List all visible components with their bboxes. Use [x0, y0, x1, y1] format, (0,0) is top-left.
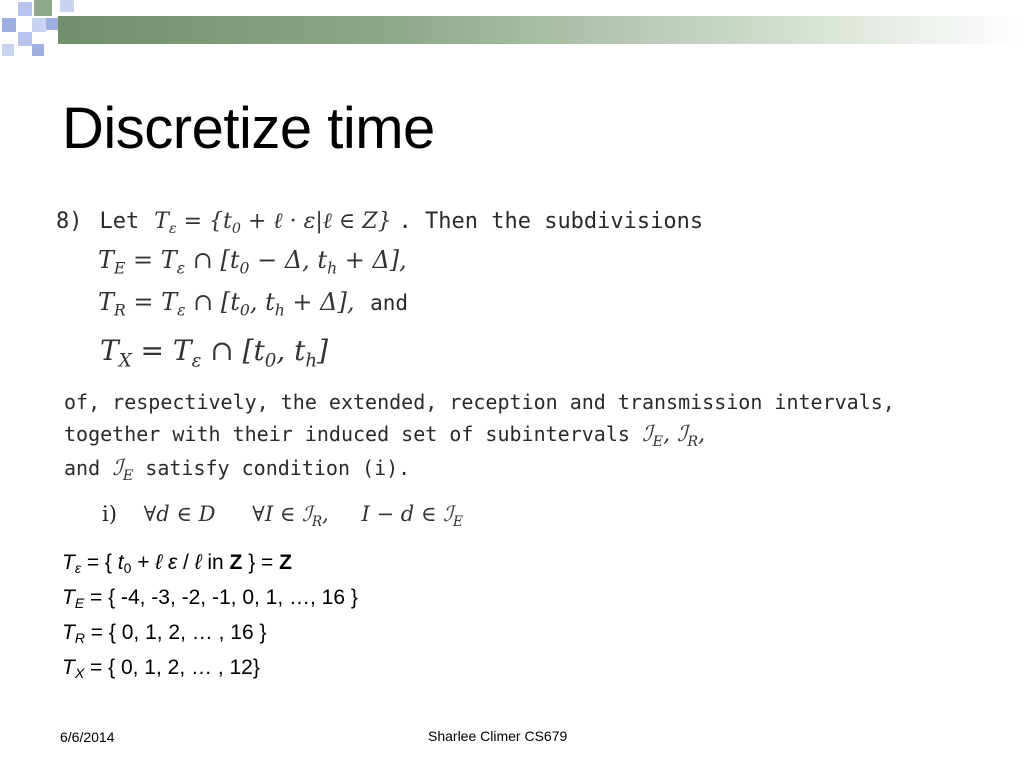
footer-author: Sharlee Climer CS679 — [428, 728, 568, 744]
condition-forall-d: ∀d ∈ D — [143, 502, 216, 526]
tr-sym: T — [62, 621, 75, 644]
ie-sub-2: E — [122, 468, 134, 484]
cond-b-text: ∀I ∈ ℐ — [252, 502, 312, 526]
te-line-sub4: h — [327, 259, 338, 278]
then-text: . Then the subdivisions — [398, 209, 704, 234]
tx-values: = { 0, 1, 2, … , 12} — [84, 656, 260, 679]
tx-formula — [100, 334, 329, 372]
paragraph-3-end: satisfy condition (i). — [133, 456, 411, 480]
t0-sub: 0 — [123, 560, 132, 576]
decor-square — [18, 32, 32, 46]
tx-line — [100, 334, 328, 371]
ie-symbol-2: ℐ — [112, 456, 123, 481]
header-gradient-bar — [58, 16, 1024, 44]
tx-line-sub3: 0 — [264, 350, 277, 372]
te-line-sym: T — [98, 246, 115, 274]
cond-b-comma: , — [322, 502, 329, 526]
tx-line-part3: , t — [276, 334, 306, 367]
decor-square — [32, 18, 46, 32]
tr-sub-letter: R — [74, 630, 85, 646]
tr-line-sub4: h — [274, 301, 285, 320]
definition-t-epsilon — [62, 548, 358, 583]
ir-sub: R — [687, 434, 699, 450]
tr-line-part2: ∩ [t — [185, 288, 240, 316]
te-def-part2: + ℓ · ε|ℓ ∈ Z} — [241, 209, 392, 234]
paragraph-line-1: of, respectively, the extended, reception and transmission intervals, — [64, 390, 895, 414]
ir-symbol: , ℐ — [663, 422, 688, 447]
item-number: 8) — [56, 209, 83, 234]
tx-line-part2: ∩ [t — [201, 334, 265, 367]
te-line-part2: ∩ [t — [185, 246, 240, 274]
decor-square — [32, 44, 44, 56]
definition-t-x — [62, 653, 358, 688]
t-eps-sym: T — [62, 551, 75, 574]
t0-sym: t — [117, 551, 124, 574]
definition-t-r — [62, 618, 358, 653]
tx-sub-letter: X — [74, 665, 85, 681]
condition-label: i) — [102, 502, 117, 526]
decor-square — [46, 18, 58, 30]
tr-values: = { 0, 1, 2, … , 16 } — [84, 621, 267, 644]
ell-sym-2: ℓ — [194, 551, 202, 574]
slide-title: Discretize time — [62, 96, 435, 161]
te-line — [98, 246, 407, 277]
set-definitions — [62, 548, 358, 688]
tx-line-part4: ] — [317, 334, 329, 367]
te-def-part: = {t — [176, 209, 232, 234]
paragraph-line-3 — [64, 456, 410, 484]
decor-square — [2, 44, 14, 56]
t-eps-eq: = { — [80, 551, 118, 574]
ie-set — [112, 456, 134, 484]
tx-line-sub: X — [118, 350, 132, 372]
te-definition — [154, 209, 398, 237]
and-word: and — [370, 291, 409, 315]
tx-sym: T — [62, 656, 75, 679]
z-set-2: Z — [279, 551, 292, 574]
decor-square — [18, 2, 32, 16]
tr-formula — [98, 288, 362, 320]
definition-t-e — [62, 583, 358, 618]
te-sym: T — [62, 586, 75, 609]
decor-square — [34, 0, 52, 16]
slash: / — [177, 551, 195, 574]
te-line-part4: + Δ], — [337, 246, 407, 274]
tr-line-sub3: 0 — [239, 301, 250, 320]
decor-square — [2, 18, 16, 32]
subinterval-sets — [642, 422, 706, 450]
te-formula — [98, 246, 407, 278]
te-line-sub3: 0 — [239, 259, 250, 278]
cond-b-sub: R — [311, 513, 323, 530]
tx-line-sym: T — [100, 334, 119, 367]
te-line-sub: E — [114, 259, 126, 278]
comma: , — [698, 422, 706, 447]
te-line-sub2: ε — [176, 259, 186, 278]
eps-sym: ε — [167, 551, 178, 574]
tr-line-part: = T — [125, 288, 178, 316]
condition-forall-i — [252, 502, 329, 530]
te-symbol: T — [154, 209, 169, 234]
decor-square — [60, 0, 74, 12]
cond-c-text: I − d ∈ ℐ — [361, 502, 453, 526]
in-word: in — [201, 551, 230, 574]
te-sub-letter: E — [74, 595, 85, 611]
tr-line-part4: + Δ], — [284, 288, 355, 316]
te-sub: ε — [168, 221, 177, 237]
t-eps-sub: ε — [74, 560, 81, 576]
condition-line — [102, 502, 463, 530]
te-line-part: = T — [125, 246, 177, 274]
tx-line-sub4: h — [305, 350, 318, 372]
te-def-sub0: 0 — [231, 221, 241, 237]
cond-c-sub: E — [453, 513, 463, 530]
tx-line-sub2: ε — [191, 350, 202, 372]
ie-symbol: ℐ — [642, 422, 653, 447]
paragraph-2-text: together with their induced set of subintervals — [64, 422, 630, 446]
tr-line — [98, 288, 408, 319]
tr-line-sub2: ε — [177, 301, 186, 320]
condition-membership — [361, 502, 463, 530]
plus: + — [131, 551, 156, 574]
tr-line-part3: , t — [249, 288, 275, 316]
ie-sub: E — [652, 434, 664, 450]
item-8-line — [56, 208, 703, 237]
te-line-part3: − Δ, t — [249, 246, 328, 274]
footer-date: 6/6/2014 — [60, 729, 115, 745]
paragraph-line-2 — [64, 422, 705, 450]
tx-line-part: = T — [131, 334, 192, 367]
tr-line-sym: T — [98, 288, 115, 316]
paragraph-3-and: and — [64, 456, 101, 480]
let-word: Let — [99, 209, 140, 234]
z-set: Z — [229, 551, 243, 574]
close-eq: } = — [242, 551, 280, 574]
tr-line-sub: R — [114, 301, 126, 320]
te-values: = { -4, -3, -2, -1, 0, 1, …, 16 } — [84, 586, 358, 609]
ell-sym: ℓ — [155, 551, 163, 574]
